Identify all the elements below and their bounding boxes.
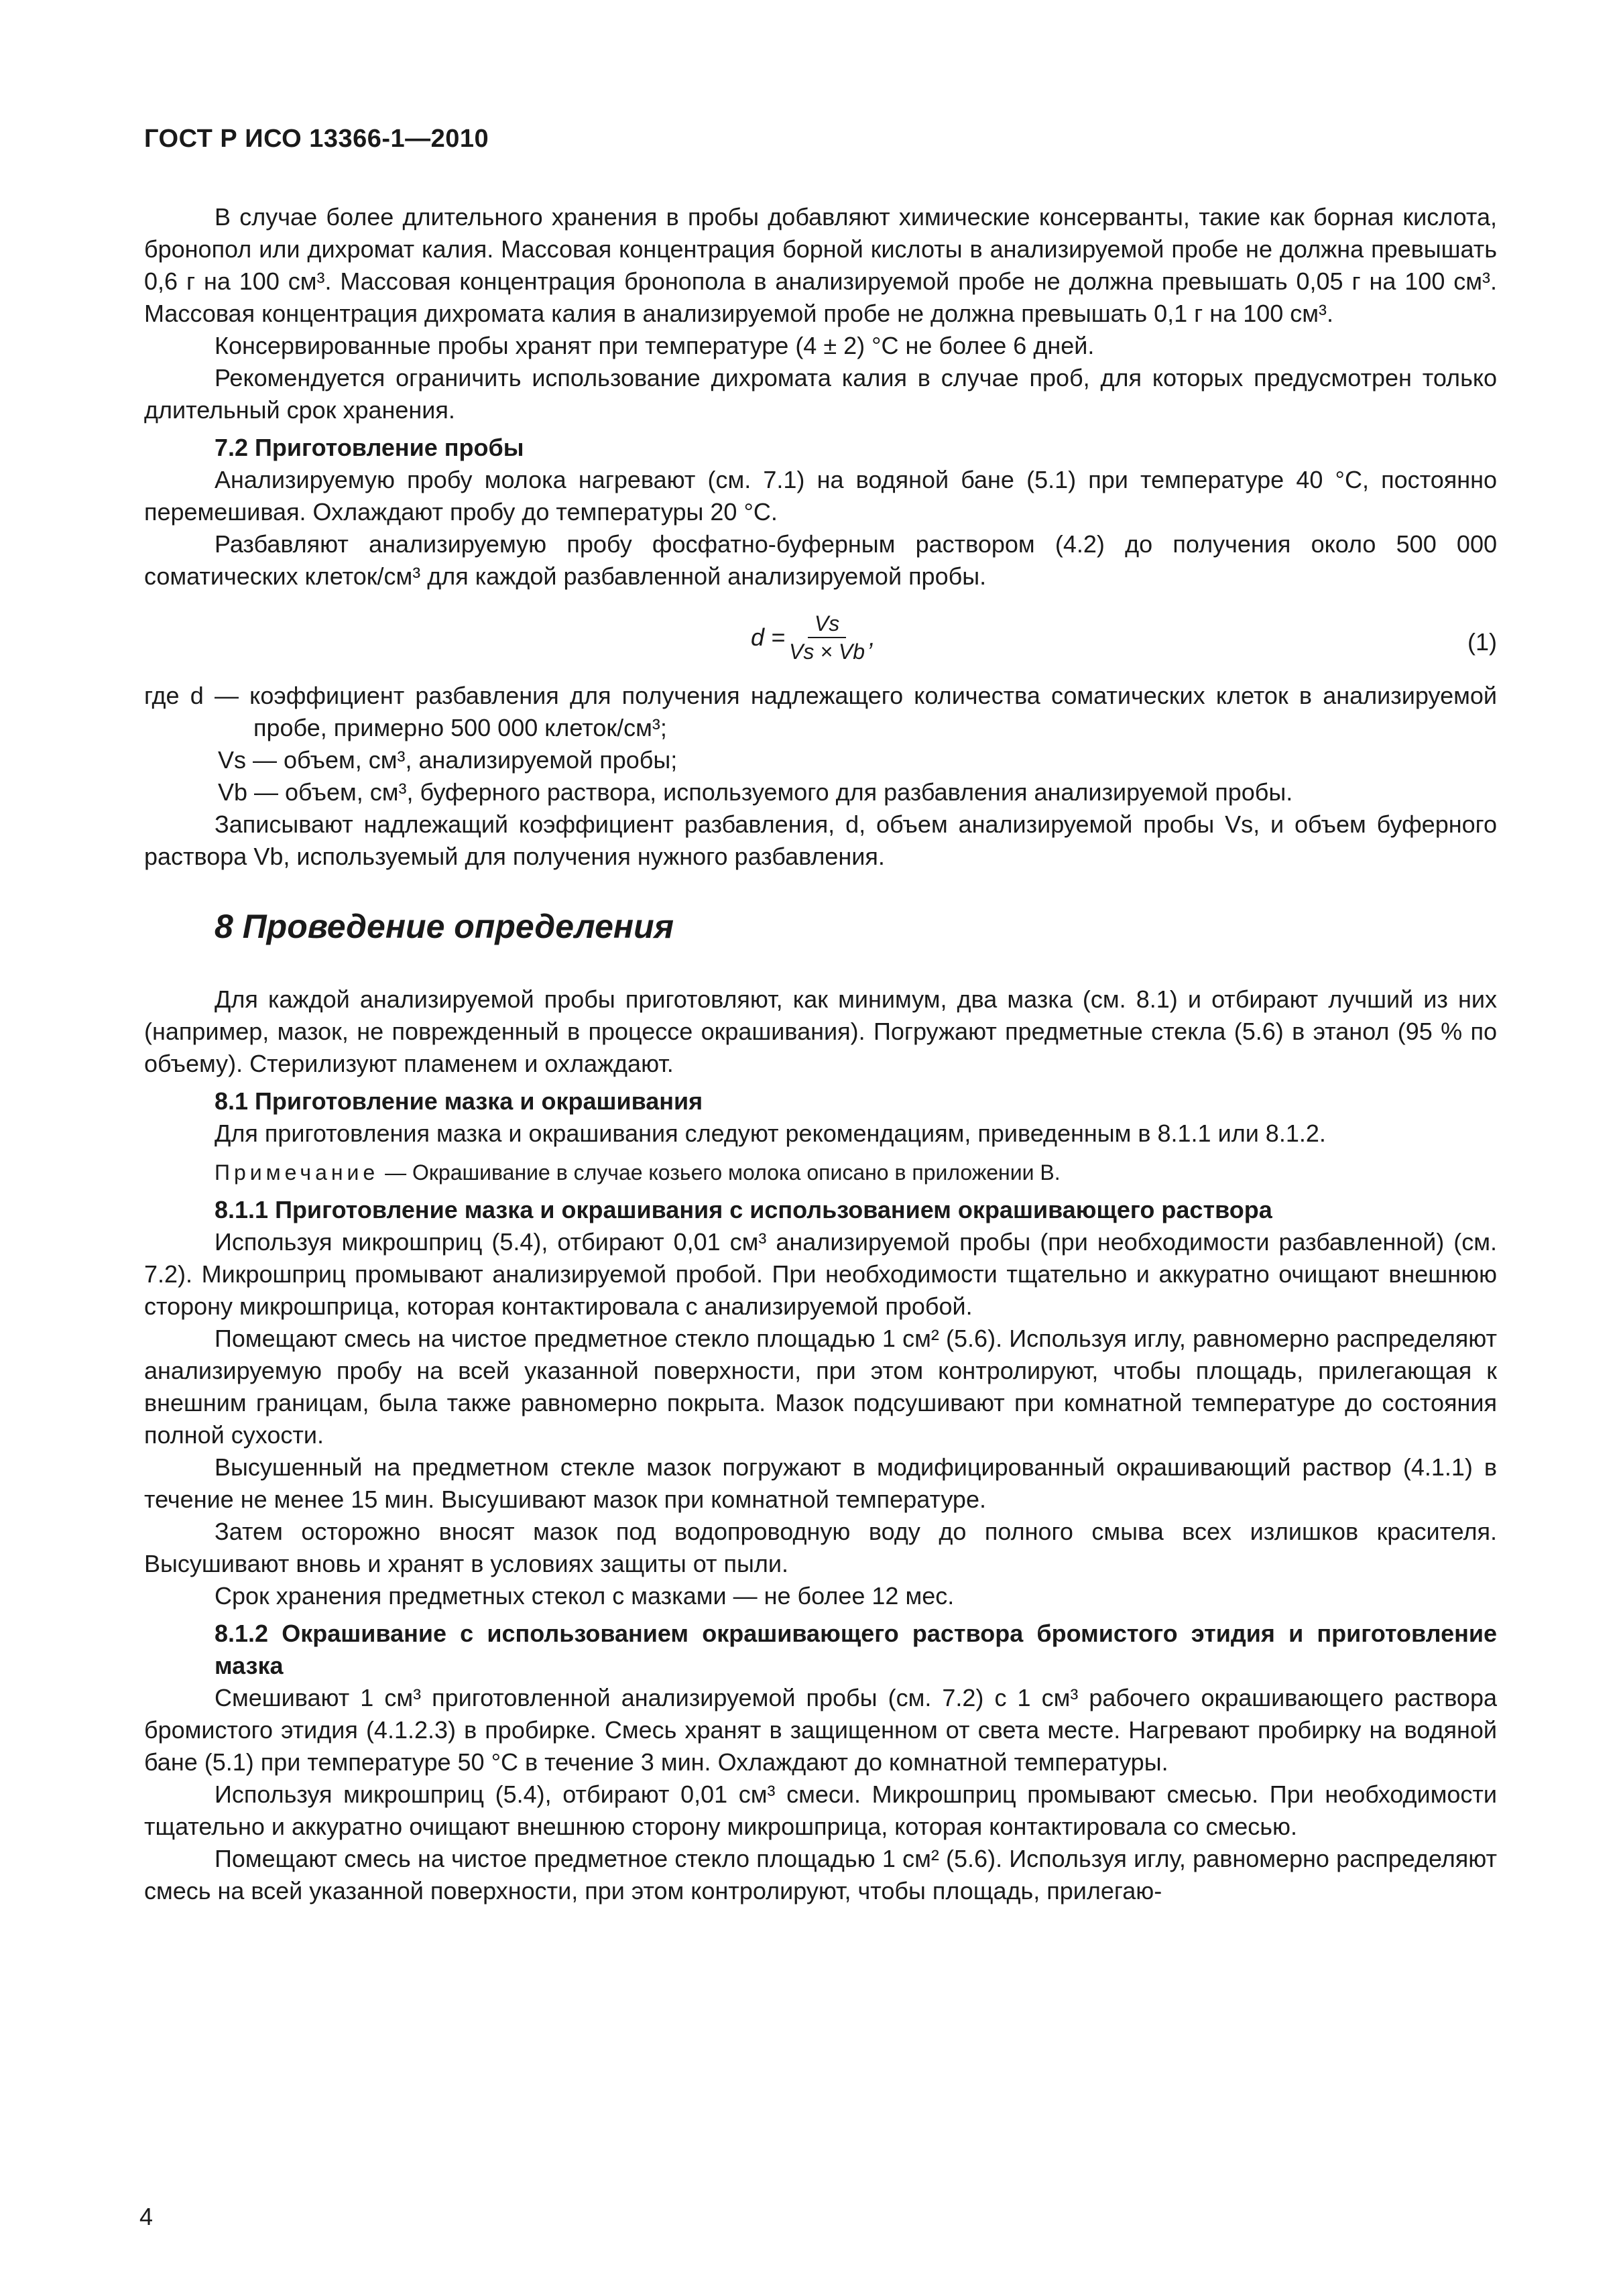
- paragraph-ethidium-mix: Смешивают 1 см³ приготовленной анализируемой пробы (см. 7.2) с 1 см³ рабочего окрашивающего раствора бромистого этидия (4.1.2.3) в пробирке. Смесь хранят в защищенном от света месте. Нагревают пробирку на водяной бане (5.1) при температуре 50 °С в течение 3 мин. Охлаждают до комнатной температуры.: [144, 1684, 1497, 1776]
- legend-d: где d — коэффициент разбавления для получения надлежащего количества соматических клеток в анализируемой пробе, примерно 500 000 клеток/см³;: [144, 682, 1497, 741]
- formula-lhs: d =: [751, 623, 786, 651]
- note: [144, 1156, 1497, 1189]
- paragraph-rinse: Затем осторожно вносят мазок под водопроводную воду до полного смыва всех излишков красителя. Высушивают вновь и хранят в условиях защиты от пыли.: [144, 1518, 1497, 1577]
- subheading-8-1-1: 8.1.1 Приготовление мазка и окрашивания с использованием окрашивающего раствора: [215, 1196, 1272, 1223]
- paragraph-heating: Анализируемую пробу молока нагревают (см. 7.1) на водяной бане (5.1) при температуре 40 °С, постоянно перемешивая. Охлаждают пробу до температуры 20 °С.: [144, 466, 1497, 526]
- document-header: ГОСТ Р ИСО 13366-1—2010: [144, 125, 489, 153]
- paragraph-smears: Для каждой анализируемой пробы приготовляют, как минимум, два мазка (см. 8.1) и отбирают лучший из них (например, мазок, не поврежденный в процессе окрашивания). Погружают предметные стекла (5.6) в этанол (95 % по объему). Стерилизуют пламенем и охлаждают.: [144, 985, 1497, 1077]
- paragraph-recommendations: Для приготовления мазка и окрашивания следуют рекомендациям, приведенным в 8.1.1 или 8.1.2.: [215, 1120, 1326, 1147]
- paragraph-dichromate-note: Рекомендуется ограничить использование дихромата калия в случае проб, для которых предусмотрен только длительный срок хранения.: [144, 364, 1497, 424]
- formula-denominator: Vs × Vb: [789, 640, 865, 664]
- formula-numerator: Vs: [808, 610, 846, 638]
- paragraph-shelf-life: Срок хранения предметных стекол с мазками — не более 12 мес.: [215, 1582, 955, 1610]
- paragraph-spread-mix: Помещают смесь на чистое предметное стекло площадью 1 см² (5.6). Используя иглу, равномерно распределяют смесь на всей указанной поверхности, при этом контролируют, чтобы площадь, прилегаю-: [144, 1845, 1497, 1905]
- paragraph-staining: Высушенный на предметном стекле мазок погружают в модифицированный окрашивающий раствор (4.1.1) в течение не менее 15 мин. Высушивают мазок при комнатной температуре.: [144, 1453, 1497, 1513]
- subheading-8-1: 8.1 Приготовление мазка и окрашивания: [215, 1087, 703, 1115]
- formula-1: [144, 602, 1497, 676]
- document-body: [144, 201, 1497, 1907]
- section-heading-8: 8 Проведение определения: [215, 908, 674, 945]
- paragraph-microsyringe: Используя микрошприц (5.4), отбирают 0,01 см³ анализируемой пробы (при необходимости разбавленной) (см. 7.2). Микрошприц промывают анализируемой пробой. При необходимости тщательно и аккуратно очищают внешнюю сторону микрошприца, которая контактировала с анализируемой пробой.: [144, 1228, 1497, 1320]
- formula-expression: [751, 610, 876, 665]
- paragraph-microsyringe-mix: Используя микрошприц (5.4), отбирают 0,01 см³ смеси. Микрошприц промывают смесью. При необходимости тщательно и аккуратно очищают внешнюю сторону микрошприца, которая контактировала со смесью.: [144, 1780, 1497, 1840]
- formula-number: (1): [1467, 628, 1497, 656]
- paragraph-spread: Помещают смесь на чистое предметное стекло площадью 1 см² (5.6). Используя иглу, равномерно распределяют анализируемую пробу на всей указанной поверхности, при этом контролируют, чтобы площадь, прилегающая к внешним границам, была также равномерно покрыта. Мазок подсушивают при комнатной температуре до состояния полной сухости.: [144, 1325, 1497, 1449]
- formula-fraction: [789, 610, 865, 665]
- page-number: 4: [139, 2203, 154, 2230]
- paragraph-dilution: Разбавляют анализируемую пробу фосфатно-буферным раствором (4.2) до получения около 500 000 соматических клеток/см³ для каждой разбавленной анализируемой пробы.: [144, 530, 1497, 590]
- note-label: Примечание: [215, 1160, 379, 1185]
- note-text: — Окрашивание в случае козьего молока описано в приложении В.: [379, 1160, 1061, 1185]
- legend-vs: Vs — объем, см³, анализируемой пробы;: [218, 746, 678, 774]
- paragraph-record: Записывают надлежащий коэффициент разбавления, d, объем анализируемой пробы Vs, и объем буферного раствора Vb, используемый для получения нужного разбавления.: [144, 810, 1497, 870]
- subheading-8-1-2: 8.1.2 Окрашивание с использованием окрашивающего раствора бромистого этидия и приготовление мазка: [215, 1620, 1497, 1679]
- subheading-7-2: 7.2 Приготовление пробы: [215, 434, 524, 461]
- formula-tail: ,: [869, 623, 876, 651]
- legend-vb: Vb — объем, см³, буферного раствора, используемого для разбавления анализируемой пробы.: [218, 778, 1293, 806]
- paragraph-storage-temp: Консервированные пробы хранят при температуре (4 ± 2) °С не более 6 дней.: [215, 332, 1095, 359]
- paragraph-preservatives: В случае более длительного хранения в пробы добавляют химические консерванты, такие как борная кислота, бронопол или дихромат калия. Массовая концентрация борной кислоты в анализируемой пробе не должна превышать 0,6 г на 100 см³. Массовая концентрация бронопола в анализируемой пробе не должна превышать 0,05 г на 100 см³. Массовая концентрация дихромата калия в анализируемой пробе не должна превышать 0,1 г на 100 см³.: [144, 203, 1497, 327]
